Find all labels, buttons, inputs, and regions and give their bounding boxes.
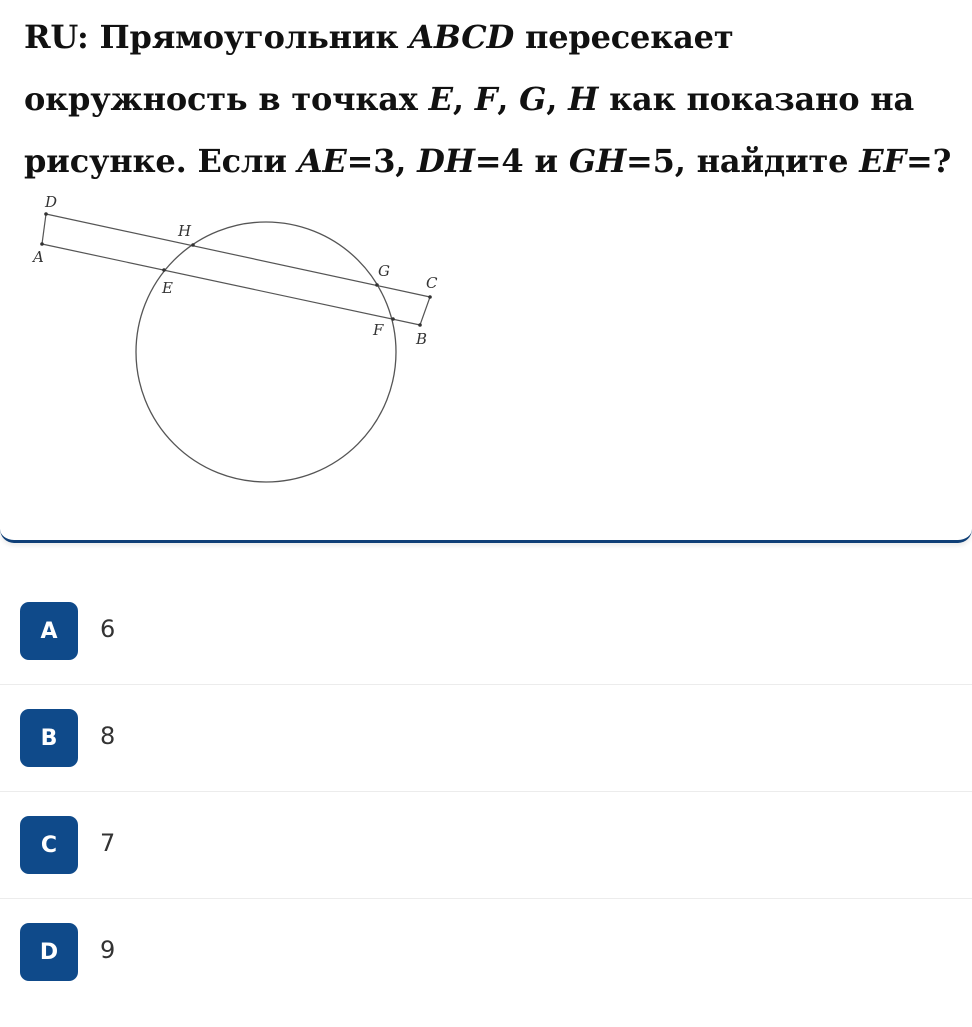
question-text-fragment: , (497, 80, 520, 118)
answer-badge-b: B (20, 709, 78, 767)
answer-option-d[interactable] (0, 899, 972, 1005)
side-cb (420, 297, 430, 325)
question-text-fragment: =? (906, 142, 952, 180)
answer-badge-a: A (20, 602, 78, 660)
question-text-fragment: пересекает окружность в точках (24, 18, 734, 118)
answer-option-c[interactable] (0, 792, 972, 899)
point-b (418, 323, 422, 327)
question-text-fragment: =4 и (474, 142, 569, 180)
question-math-term: G (519, 80, 547, 118)
question-math-term: DH (417, 142, 475, 180)
question-math-term: H (568, 80, 599, 118)
question-math-term: EF (859, 142, 906, 180)
answer-value-c: 7 (100, 829, 116, 857)
question-text-fragment: , (452, 80, 475, 118)
label-d: D (45, 193, 58, 211)
question-text-fragment: как показано на рисунке. Если (24, 80, 915, 180)
point-a (40, 242, 44, 246)
label-a: A (33, 248, 44, 266)
side-ab (42, 244, 420, 325)
point-h (191, 243, 195, 247)
question-text-fragment: =3, (346, 142, 418, 180)
label-h: H (178, 222, 192, 240)
question-text-fragment: , (546, 80, 569, 118)
side-da (42, 214, 46, 244)
answer-list (0, 578, 972, 1005)
question-math-term: AE (297, 142, 347, 180)
point-c (428, 295, 432, 299)
answer-value-d: 9 (100, 936, 116, 964)
point-d (44, 212, 48, 216)
question-math-term: ABCD (409, 18, 515, 56)
point-f (391, 317, 395, 321)
label-g: G (378, 262, 390, 280)
answer-badge-c: C (20, 816, 78, 874)
answer-value-b: 8 (100, 722, 116, 750)
side-dc (46, 214, 430, 297)
answer-value-a: 6 (100, 615, 116, 643)
label-b: B (416, 330, 428, 348)
label-e: E (162, 279, 173, 297)
point-e (162, 268, 166, 272)
label-c: C (426, 274, 438, 292)
answer-option-a[interactable] (0, 578, 972, 685)
point-g (375, 283, 379, 287)
question-text-fragment: =5, найдите (626, 142, 860, 180)
question-math-term: F (474, 80, 498, 118)
answer-option-b[interactable] (0, 685, 972, 792)
question-text-fragment: RU: Прямоугольник (24, 18, 410, 56)
label-f: F (373, 321, 384, 339)
answer-badge-d: D (20, 923, 78, 981)
question-math-term: E (428, 80, 453, 118)
question-math-term: GH (568, 142, 627, 180)
